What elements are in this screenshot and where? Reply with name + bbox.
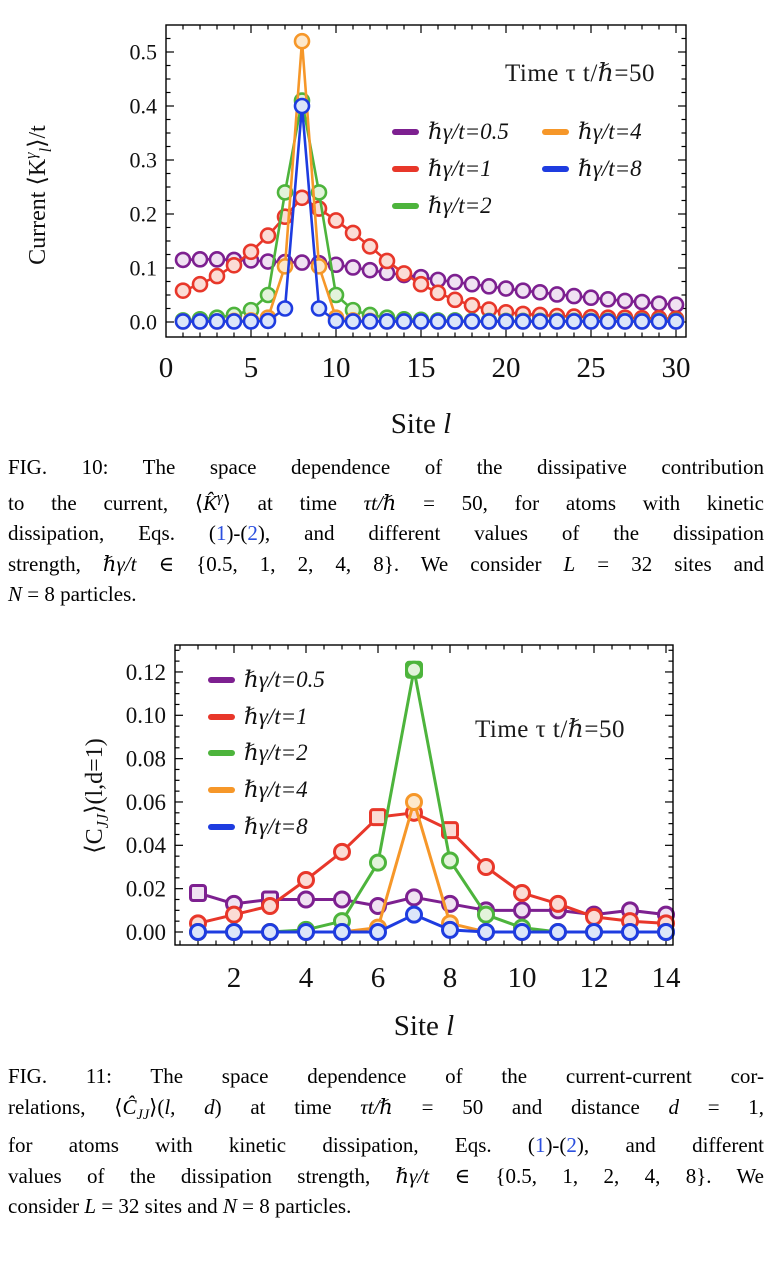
- fig10-caption: [8, 452, 764, 610]
- svg-text:0.12: 0.12: [125, 659, 166, 685]
- data-point-hgamma-0.5: [407, 890, 422, 905]
- caption-text: ⟩ at time: [222, 490, 364, 515]
- data-point-hgamma-1: [587, 909, 602, 924]
- data-point-hgamma-0.5: [618, 294, 632, 308]
- data-point-hgamma-8: [584, 314, 598, 328]
- caption-text: = 8 particles.: [236, 1194, 352, 1219]
- data-point-hgamma-0.5: [448, 275, 462, 289]
- data-point-hgamma-8: [380, 314, 394, 328]
- svg-text:0.2: 0.2: [129, 201, 157, 227]
- legend-item-hgamma-2: [392, 193, 492, 219]
- fig10-x-axis-label: [311, 408, 531, 441]
- legend-label-hgamma-8: ℏγ/t=8: [244, 814, 308, 839]
- equation-ref-link[interactable]: 1: [534, 1133, 546, 1158]
- data-point-hgamma-8: [261, 314, 275, 328]
- fig11-caption: [8, 1061, 764, 1222]
- svg-text:0.00: 0.00: [125, 919, 166, 945]
- legend-item-hgamma-1: [208, 704, 308, 730]
- data-point-hgamma-8: [397, 314, 411, 328]
- caption-text: )-(: [226, 521, 248, 545]
- legend-swatch-hgamma-4: [208, 787, 235, 793]
- caption-line: [8, 518, 764, 549]
- data-point-hgamma-0.5: [295, 256, 309, 270]
- data-point-hgamma-0.5: [584, 291, 598, 305]
- legend-label-hgamma-1: ℏγ/t=1: [244, 704, 308, 729]
- data-point-hgamma-0.5: [482, 279, 496, 293]
- data-point-hgamma-8: [618, 314, 632, 328]
- data-point-hgamma-0.5: [515, 903, 530, 918]
- y-axis-label-text: γ: [21, 152, 40, 159]
- data-point-hgamma-8: [479, 925, 494, 940]
- y-tick-labels: [126, 660, 167, 945]
- data-point-hgamma-1: [227, 907, 242, 922]
- data-point-hgamma-0.5: [346, 260, 360, 274]
- legend-item-hgamma-8: [208, 814, 308, 840]
- svg-text:30: 30: [661, 352, 691, 384]
- data-point-hgamma-0.5: [335, 892, 350, 907]
- legend-swatch-hgamma-0.5: [392, 129, 419, 135]
- data-point-hgamma-1: [414, 277, 428, 291]
- y-axis-label-text: JJ: [92, 813, 112, 829]
- fig10-time-annotation: Time τ t/ℏ=50: [504, 60, 656, 87]
- caption-text: = 8 particles.: [22, 582, 137, 606]
- data-point-hgamma-0.5: [669, 298, 683, 312]
- caption-text: ), and different: [576, 1133, 764, 1158]
- data-point-hgamma-8: [652, 314, 666, 328]
- y-axis-label-text: l: [35, 147, 55, 153]
- data-point-hgamma-8: [371, 925, 386, 940]
- caption-text: relations, ⟨: [8, 1094, 123, 1119]
- data-point-hgamma-2: [407, 662, 422, 677]
- svg-text:0.3: 0.3: [129, 147, 157, 173]
- data-point-hgamma-8: [210, 314, 224, 328]
- data-point-hgamma-8: [515, 925, 530, 940]
- caption-text: ⟩(: [149, 1094, 165, 1119]
- caption-line: [8, 1191, 764, 1222]
- y-axis-label-text: ⟨C: [82, 828, 108, 854]
- caption-text: L: [563, 551, 576, 576]
- legend-label-hgamma-2: ℏγ/t=2: [244, 740, 308, 765]
- caption-text: FIG. 10: The space dependence of the dissipative contribution: [8, 455, 764, 479]
- data-point-hgamma-8: [414, 314, 428, 328]
- data-point-hgamma-1: [335, 844, 350, 859]
- caption-text: l, d: [164, 1094, 215, 1119]
- caption-text: dissipation, Eqs. (: [8, 521, 216, 545]
- y-tick-labels: [130, 39, 158, 334]
- data-point-hgamma-8: [227, 925, 242, 940]
- data-point-hgamma-2: [479, 907, 494, 922]
- legend-swatch-hgamma-8: [208, 824, 235, 830]
- equation-ref-link[interactable]: 2: [566, 1133, 577, 1158]
- data-point-hgamma-8: [551, 925, 566, 940]
- caption-text: = 32 sites and: [96, 1194, 223, 1219]
- caption-text: )-(: [545, 1133, 567, 1158]
- legend-item-hgamma-0.5: [392, 119, 509, 145]
- data-point-hgamma-8: [443, 922, 458, 937]
- svg-text:25: 25: [576, 352, 606, 384]
- svg-text:0.10: 0.10: [125, 703, 166, 729]
- data-point-hgamma-8: [550, 314, 564, 328]
- x-tick-labels: [159, 352, 691, 384]
- data-point-hgamma-1: [263, 898, 278, 913]
- data-point-hgamma-8: [516, 314, 530, 328]
- data-point-hgamma-0.5: [465, 277, 479, 291]
- legend-label-hgamma-4: ℏγ/t=4: [244, 777, 308, 802]
- data-point-hgamma-8: [431, 314, 445, 328]
- data-point-hgamma-1: [176, 284, 190, 298]
- data-point-hgamma-8: [601, 314, 615, 328]
- data-point-hgamma-1: [261, 229, 275, 243]
- legend-swatch-hgamma-2: [392, 203, 419, 209]
- data-point-hgamma-1: [380, 254, 394, 268]
- legend-swatch-hgamma-2: [208, 750, 235, 756]
- data-point-hgamma-0.5: [176, 253, 190, 267]
- data-point-hgamma-8: [407, 907, 422, 922]
- x-axis-label-text: l: [446, 1010, 455, 1042]
- fig11-chart: [0, 630, 772, 1050]
- svg-text:14: 14: [651, 962, 681, 994]
- legend-label-hgamma-4: ℏγ/t=4: [578, 119, 642, 144]
- svg-text:0.1: 0.1: [129, 255, 157, 281]
- legend-label-hgamma-8: ℏγ/t=8: [578, 156, 642, 181]
- legend-label-hgamma-1: ℏγ/t=1: [428, 156, 492, 181]
- data-point-hgamma-1: [210, 269, 224, 283]
- data-point-hgamma-0.5: [191, 885, 206, 900]
- data-point-hgamma-8: [329, 314, 343, 328]
- caption-text: for atoms with kinetic dissipation, Eqs. (: [8, 1133, 535, 1158]
- y-axis-label-text: ⟩/t: [25, 125, 51, 148]
- data-point-hgamma-8: [635, 314, 649, 328]
- data-point-hgamma-8: [465, 314, 479, 328]
- svg-text:8: 8: [442, 962, 458, 994]
- legend-swatch-hgamma-4: [542, 129, 569, 135]
- data-point-hgamma-8: [227, 314, 241, 328]
- caption-text: JJ: [136, 1106, 150, 1123]
- data-point-hgamma-0.5: [363, 263, 377, 277]
- data-point-hgamma-8: [312, 302, 326, 316]
- caption-text: to the current, ⟨: [8, 490, 204, 515]
- caption-text: L: [84, 1194, 97, 1219]
- caption-line: [8, 579, 764, 610]
- svg-text:15: 15: [406, 352, 436, 384]
- svg-text:0: 0: [158, 352, 174, 384]
- data-point-hgamma-0.5: [193, 252, 207, 266]
- fig11-time-annotation: Time τ t/ℏ=50: [474, 716, 626, 743]
- svg-text:0.4: 0.4: [129, 93, 157, 119]
- data-point-hgamma-8: [499, 314, 513, 328]
- caption-line: [8, 1130, 764, 1161]
- caption-text: ∈ {0.5, 1, 2, 4, 8}. We: [429, 1163, 764, 1188]
- data-point-hgamma-0.5: [567, 289, 581, 303]
- caption-text: ℏγ/t: [395, 1163, 430, 1188]
- legend-item-hgamma-0.5: [208, 667, 325, 693]
- legend-swatch-hgamma-1: [208, 714, 235, 720]
- data-point-hgamma-1: [244, 245, 258, 259]
- data-point-hgamma-8: [587, 925, 602, 940]
- data-point-hgamma-1: [193, 277, 207, 291]
- legend-swatch-hgamma-8: [542, 166, 569, 172]
- data-point-hgamma-1: [515, 885, 530, 900]
- svg-text:12: 12: [579, 962, 609, 994]
- data-point-hgamma-4: [407, 794, 422, 809]
- data-point-hgamma-1: [479, 859, 494, 874]
- caption-text: = 50 and distance: [392, 1094, 669, 1119]
- caption-text: τt/ℏ: [360, 1094, 393, 1119]
- caption-line: [8, 1092, 764, 1131]
- caption-text: K̂: [203, 490, 218, 515]
- data-point-hgamma-8: [659, 925, 674, 940]
- svg-text:0.5: 0.5: [129, 39, 157, 65]
- legend-swatch-hgamma-0.5: [208, 677, 235, 683]
- data-point-hgamma-0.5: [210, 252, 224, 266]
- svg-text:2: 2: [226, 962, 242, 994]
- legend-label-hgamma-0.5: ℏγ/t=0.5: [244, 667, 325, 692]
- x-axis-label-text: Site: [393, 1010, 447, 1042]
- data-point-hgamma-1: [329, 213, 343, 227]
- caption-text: d: [668, 1094, 679, 1119]
- caption-text: ), and different values of the dissipation: [257, 521, 764, 545]
- data-point-hgamma-8: [193, 314, 207, 328]
- data-point-hgamma-8: [191, 925, 206, 940]
- data-point-hgamma-1: [465, 298, 479, 312]
- fig11-plot-svg: [0, 630, 772, 1050]
- caption-line: [8, 1061, 764, 1092]
- caption-text: ℏγ/t: [102, 551, 137, 576]
- legend-swatch-hgamma-1: [392, 166, 419, 172]
- fig10-y-axis-label: [21, 25, 55, 365]
- equation-ref-link[interactable]: 2: [247, 521, 258, 545]
- caption-text: N: [222, 1194, 237, 1219]
- legend-label-hgamma-2: ℏγ/t=2: [428, 193, 492, 218]
- x-tick-labels: [227, 962, 681, 994]
- legend-item-hgamma-4: [542, 119, 642, 145]
- data-point-hgamma-8: [335, 925, 350, 940]
- caption-line: [8, 483, 764, 519]
- caption-text: ) at time: [214, 1094, 361, 1119]
- svg-text:0.02: 0.02: [125, 876, 166, 902]
- data-point-hgamma-1: [363, 239, 377, 253]
- legend-item-hgamma-4: [208, 777, 308, 803]
- data-point-hgamma-8: [533, 314, 547, 328]
- data-point-hgamma-8: [669, 314, 683, 328]
- data-point-hgamma-8: [299, 925, 314, 940]
- data-point-hgamma-2: [443, 853, 458, 868]
- data-point-hgamma-8: [482, 314, 496, 328]
- data-point-hgamma-1: [448, 293, 462, 307]
- data-point-hgamma-8: [346, 314, 360, 328]
- caption-text: = 32 sites and: [575, 551, 765, 576]
- data-point-hgamma-4: [295, 34, 309, 48]
- data-point-hgamma-1: [227, 258, 241, 272]
- caption-text: values of the dissipation strength,: [8, 1163, 396, 1188]
- caption-text: consider: [8, 1194, 85, 1219]
- data-point-hgamma-8: [278, 302, 292, 316]
- data-point-hgamma-8: [295, 99, 309, 113]
- data-point-hgamma-0.5: [299, 892, 314, 907]
- data-point-hgamma-1: [551, 896, 566, 911]
- svg-text:10: 10: [321, 352, 351, 384]
- svg-text:0.08: 0.08: [125, 746, 166, 772]
- y-axis-label-text: ⟩(l,d=1): [82, 738, 108, 814]
- caption-line: [8, 452, 764, 483]
- caption-text: τt/ℏ: [363, 490, 397, 515]
- caption-text: Ĉ: [122, 1094, 137, 1119]
- data-point-hgamma-0.5: [652, 297, 666, 311]
- caption-text: ∈ {0.5, 1, 2, 4, 8}. We consider: [136, 551, 564, 576]
- svg-text:4: 4: [298, 962, 314, 994]
- data-point-hgamma-0.5: [499, 282, 513, 296]
- svg-text:0.06: 0.06: [125, 789, 166, 815]
- svg-text:0.04: 0.04: [125, 833, 166, 859]
- legend-label-hgamma-0.5: ℏγ/t=0.5: [428, 119, 509, 144]
- svg-text:20: 20: [491, 352, 521, 384]
- caption-text: = 1,: [678, 1094, 764, 1119]
- data-point-hgamma-1: [397, 266, 411, 280]
- data-point-hgamma-1: [431, 286, 445, 300]
- data-point-hgamma-8: [567, 314, 581, 328]
- svg-text:5: 5: [243, 352, 259, 384]
- data-point-hgamma-2: [371, 855, 386, 870]
- svg-text:6: 6: [370, 962, 386, 994]
- data-point-hgamma-0.5: [516, 284, 530, 298]
- x-axis-label-text: Site: [390, 408, 444, 440]
- legend-item-hgamma-2: [208, 740, 308, 766]
- data-point-hgamma-0.5: [533, 285, 547, 299]
- caption-line: [8, 549, 764, 580]
- fig11-x-axis-label: [314, 1010, 534, 1043]
- data-point-hgamma-1: [295, 191, 309, 205]
- fig10-chart: [0, 0, 772, 448]
- data-point-hgamma-0.5: [601, 292, 615, 306]
- y-axis-label-text: Current ⟨K: [25, 158, 51, 265]
- data-point-hgamma-8: [176, 314, 190, 328]
- legend-item-hgamma-8: [542, 156, 642, 182]
- caption-line: [8, 1161, 764, 1192]
- caption-text: γ: [217, 489, 223, 506]
- data-point-hgamma-0.5: [550, 287, 564, 301]
- data-point-hgamma-8: [623, 925, 638, 940]
- legend-item-hgamma-1: [392, 156, 492, 182]
- caption-text: strength,: [8, 551, 103, 576]
- data-point-hgamma-1: [346, 226, 360, 240]
- data-point-hgamma-8: [263, 925, 278, 940]
- svg-text:10: 10: [507, 962, 537, 994]
- equation-ref-link[interactable]: 1: [215, 521, 227, 545]
- data-point-hgamma-8: [363, 314, 377, 328]
- svg-text:0.0: 0.0: [129, 309, 157, 335]
- data-point-hgamma-1: [299, 872, 314, 887]
- data-point-hgamma-1: [371, 810, 386, 825]
- fig11-y-axis-label: [80, 646, 110, 946]
- data-point-hgamma-8: [448, 314, 462, 328]
- caption-text: = 50, for atoms with kinetic: [396, 490, 764, 515]
- caption-text: N: [8, 582, 23, 606]
- data-point-hgamma-8: [244, 314, 258, 328]
- x-axis-label-text: l: [443, 408, 452, 440]
- data-point-hgamma-0.5: [635, 295, 649, 309]
- caption-text: FIG. 11: The space dependence of the current-current cor-: [8, 1064, 764, 1088]
